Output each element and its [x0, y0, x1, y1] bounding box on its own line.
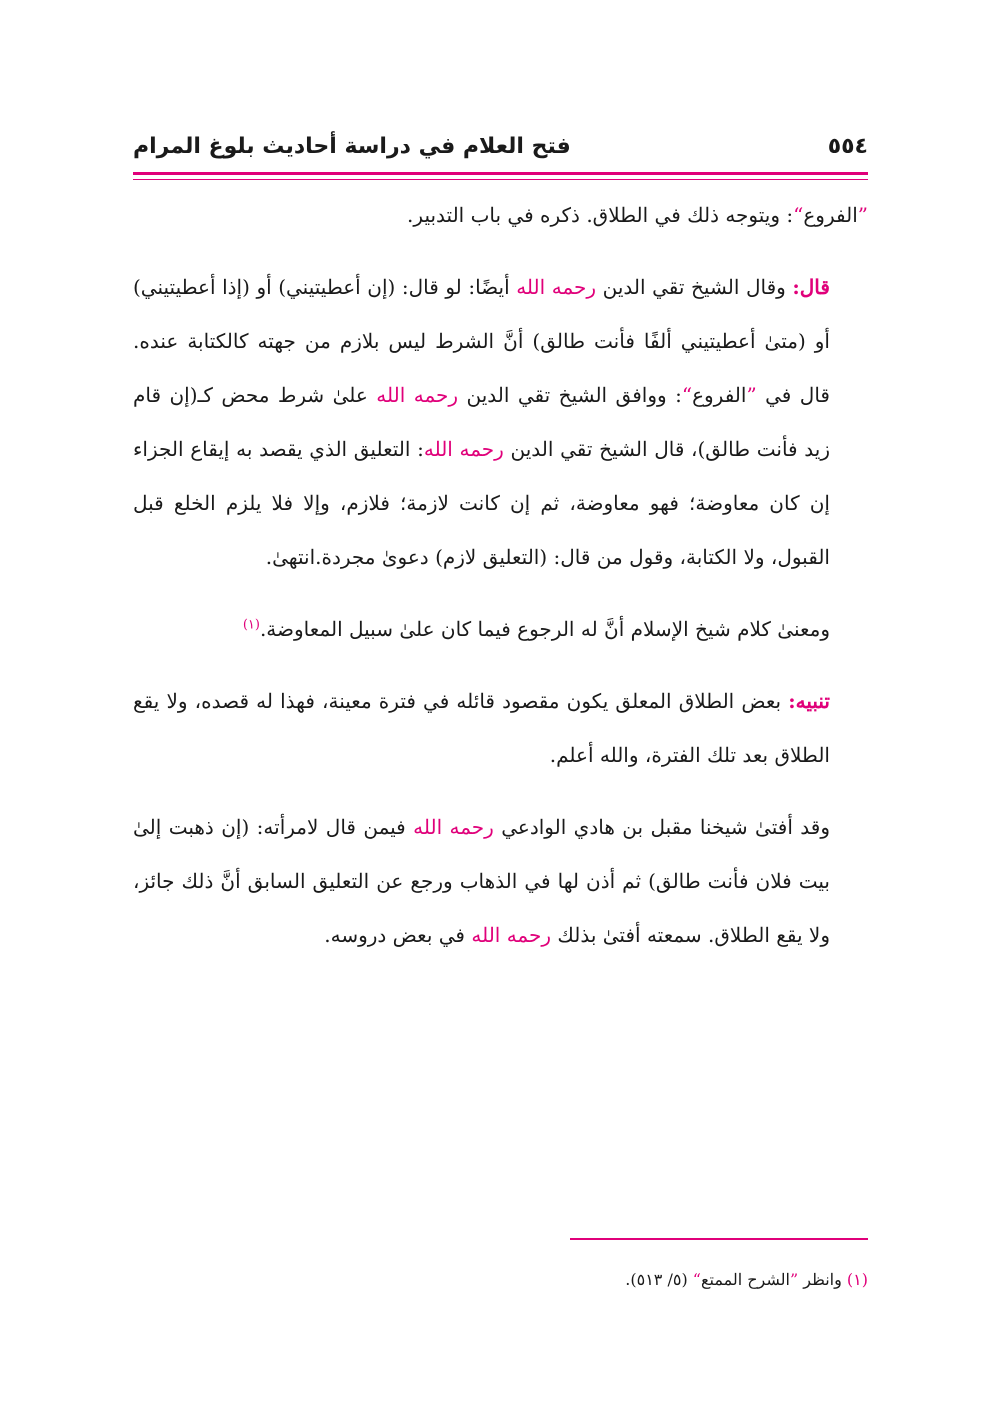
header-rule-thick	[133, 172, 868, 175]
footnote-separator	[570, 1238, 868, 1240]
paragraph-continuation: ”الفروع“: ويتوجه ذلك في الطلاق. ذكره في باب التدبير.	[407, 203, 868, 227]
honorific: رحمه الله	[423, 437, 504, 461]
running-header	[133, 126, 868, 166]
section-label: تنبيه:	[788, 689, 830, 713]
honorific: رحمه الله	[516, 275, 597, 299]
page-number: ٥٥٤	[827, 133, 868, 159]
section-label: قال:	[792, 275, 830, 299]
footnote: (١) وانظر ”الشرح الممتع“ (٥/ ٥١٣).	[625, 1270, 868, 1289]
paragraph-fatwa: وقد أفتىٰ شيخنا مقبل بن هادي الوادعي رحمه الله فيمن قال لامرأته: (إن ذهبت إلىٰ بيت فلان فأنت طالق) ثم أذن لها في الذهاب ورجع عن التعليق السابق أنَّ ذلك جائز، ولا يقع الطلاق. سمعته أفتىٰ بذلك رحمه الله في بعض دروسه.	[133, 815, 830, 947]
footnote-number: (١)	[846, 1270, 868, 1289]
honorific: رحمه الله	[376, 383, 459, 407]
header-rule-thin	[133, 179, 868, 180]
paragraph-meaning: ومعنىٰ كلام شيخ الإسلام أنَّ له الرجوع فيما كان علىٰ سبيل المعاوضة.$^{(١)}$	[242, 617, 830, 641]
footnote-reference[interactable]: (١)	[242, 617, 260, 633]
honorific: رحمه الله	[413, 815, 494, 839]
honorific: رحمه الله	[471, 923, 552, 947]
paragraph-note: تنبيه: بعض الطلاق المعلق يكون مقصود قائله في فترة معينة، فهذا له قصده، ولا يقع الطلاق بعد تلك الفترة، والله أعلم.	[133, 689, 830, 767]
book-title: فتح العلام في دراسة أحاديث بلوغ المرام	[133, 133, 571, 159]
page-body	[133, 188, 868, 962]
paragraph-qal: قال: وقال الشيخ تقي الدين رحمه الله أيضًا: لو قال: (إن أعطيتيني) أو (إذا أعطيتيني) أو (متىٰ أعطيتيني ألفًا فأنت طالق) أنَّ الشرط ليس بلازم من جهته كالكتابة عنده. قال في ”الفروع“: ووافق الشيخ تقي الدين رحمه الله علىٰ شرط محض كـ(إن قام زيد فأنت طالق)، قال الشيخ تقي الدين رحمه الله: التعليق الذي يقصد به إيقاع الجزاء إن كان معاوضة؛ فهو معاوضة، ثم إن كانت لازمة؛ فلازم، وإلا فلا يلزم الخلع قبل القبول، ولا الكتابة، وقول من قال: (التعليق لازم) دعوىٰ مجردة.انتهىٰ.	[133, 275, 830, 569]
